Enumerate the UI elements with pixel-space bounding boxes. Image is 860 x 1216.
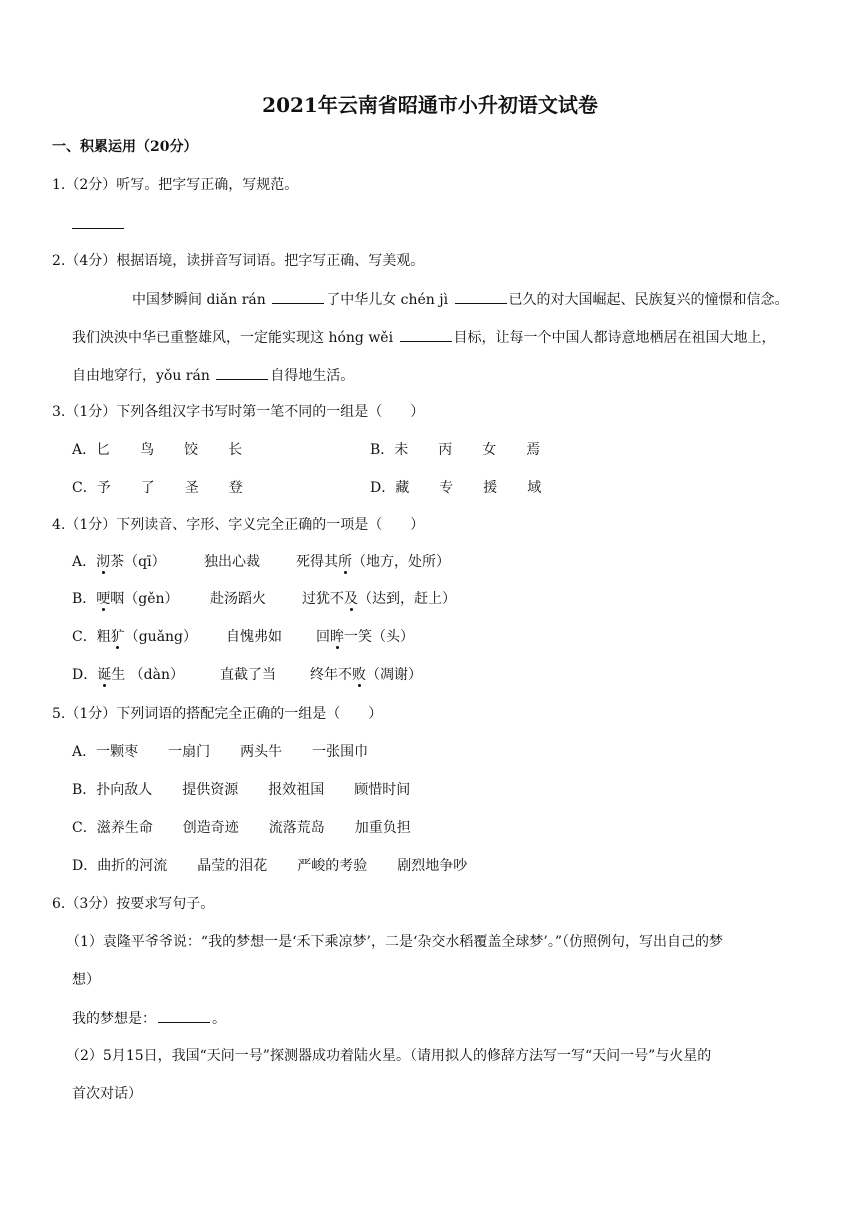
question-2-passage-line-1 — [132, 289, 789, 310]
option-phrase: 创造奇迹 — [182, 820, 239, 836]
option-phrase: 扑向敌人 — [96, 782, 153, 798]
option-char: 圣 — [184, 480, 199, 496]
option-phrase: 提供资源 — [182, 782, 239, 798]
word-part: （guǎng） — [124, 629, 198, 645]
option-char: 了 — [140, 480, 155, 496]
question-6: 6.（3分）按要求写句子。 — [52, 896, 215, 912]
question-2-passage-line-2 — [72, 327, 776, 348]
question-5: 5.（1分）下列词语的搭配完全正确的一组是（ ） — [52, 706, 383, 722]
dotted-char: 沏 — [96, 554, 111, 570]
question-6-part-1: （1）袁隆平爷爷说：“我的梦想一是‘禾下乘凉梦’，二是‘杂交水稻覆盖全球梦’。”（仿照例句，写出自己的梦 — [66, 934, 724, 950]
option-char: 鸟 — [140, 442, 155, 458]
dotted-char: 所 — [338, 554, 352, 570]
option-4a-word-3 — [296, 552, 450, 572]
option-char: 女 — [482, 442, 497, 458]
word-part: 茶（qī） — [110, 554, 166, 570]
option-letter: A． — [72, 554, 97, 570]
question-6-part-2: （2）5月15日，我国“天问一号”探测器成功着陆火星。（请用拟人的修辞方法写一写“天问一号”与火星的 — [66, 1048, 712, 1064]
question-2-passage-line-3 — [72, 365, 354, 386]
dotted-char: 犷 — [110, 629, 125, 645]
option-phrase: 一张围巾 — [312, 744, 369, 760]
word-part: 一笑（头） — [344, 629, 414, 645]
option-char: 专 — [439, 480, 454, 496]
word-part: 过犹不 — [302, 591, 344, 607]
answer-blank — [455, 289, 507, 304]
option-phrase: 滋养生命 — [96, 820, 153, 836]
option-4d-word-3 — [310, 665, 422, 685]
option-char: 长 — [228, 442, 243, 458]
option-4a — [72, 552, 166, 572]
passage-text: 目标，让每一个中国人都诗意地栖居在祖国大地上， — [453, 330, 776, 346]
option-3a — [72, 440, 242, 460]
option-5c — [72, 818, 411, 838]
option-phrase: 曲折的河流 — [97, 858, 168, 874]
option-letter: C． — [72, 480, 97, 496]
option-4a-word-2: 独出心裁 — [204, 554, 260, 570]
word-part: （地方，处所） — [352, 554, 450, 570]
dotted-char: 诞 — [97, 667, 112, 683]
option-char: 丙 — [438, 442, 453, 458]
option-char: 援 — [483, 480, 498, 496]
section-heading: 一、积累运用（20分） — [52, 139, 198, 155]
option-char: 藏 — [395, 480, 410, 496]
option-letter: B． — [72, 591, 97, 607]
option-letter: D． — [370, 480, 396, 496]
option-phrase: 一颗枣 — [96, 744, 139, 760]
passage-text: 中国梦瞬间 diǎn rán — [132, 292, 271, 308]
option-3d — [370, 478, 541, 498]
option-4d — [72, 665, 184, 685]
option-char: 域 — [527, 480, 542, 496]
question-3: 3.（1分）下列各组汉字书写时第一笔不同的一组是（ ） — [52, 404, 425, 420]
option-letter: B． — [370, 442, 395, 458]
answer-end: 。 — [212, 1011, 226, 1027]
option-char: 未 — [394, 442, 409, 458]
option-letter: A． — [72, 442, 97, 458]
option-char: 登 — [228, 480, 243, 496]
word-part: 粗 — [96, 629, 111, 645]
answer-blank-q1 — [72, 227, 124, 229]
word-part: 死得其 — [296, 554, 338, 570]
option-letter: C． — [72, 629, 97, 645]
option-phrase: 流落荒岛 — [268, 820, 325, 836]
passage-text: 了中华儿女 chén jì — [326, 292, 453, 308]
option-char: 予 — [96, 480, 111, 496]
question-6-part-2-cont: 首次对话） — [72, 1086, 142, 1102]
option-3b — [370, 440, 540, 460]
passage-text: 已久的对大国崛起、民族复兴的憧憬和信念。 — [508, 292, 789, 308]
option-phrase: 两头牛 — [240, 744, 283, 760]
answer-blank — [158, 1008, 210, 1023]
option-4b-word-3 — [302, 589, 456, 609]
question-6-part-1-cont: 想） — [72, 972, 100, 988]
option-phrase: 顾惜时间 — [354, 782, 411, 798]
option-char: 匕 — [96, 442, 111, 458]
option-phrase: 晶莹的泪花 — [197, 858, 268, 874]
option-phrase: 一扇门 — [168, 744, 211, 760]
question-1: 1.（2分）听写。把字写正确，写规范。 — [52, 177, 299, 193]
word-part: 生 （dàn） — [111, 667, 185, 683]
word-part: 咽（gěn） — [110, 591, 179, 607]
word-part: 终年不 — [310, 667, 352, 683]
option-phrase: 剧烈地争吵 — [397, 858, 468, 874]
option-5b — [72, 780, 410, 800]
option-5a — [72, 742, 368, 762]
option-char: 饺 — [184, 442, 199, 458]
option-letter: B． — [72, 782, 97, 798]
option-letter: D． — [72, 858, 98, 874]
word-part: （达到，赶上） — [358, 591, 456, 607]
option-letter: A． — [72, 744, 97, 760]
option-letter: D． — [72, 667, 98, 683]
question-2: 2.（4分）根据语境，读拼音写词语。把字写正确、写美观。 — [52, 253, 425, 269]
option-4b-word-2: 赴汤蹈火 — [210, 591, 266, 607]
option-letter: C． — [72, 820, 97, 836]
passage-text: 我们泱泱中华已重整雄风，一定能实现这 hóng wěi — [72, 330, 398, 346]
option-4b — [72, 589, 179, 609]
answer-prompt: 我的梦想是： — [72, 1011, 156, 1027]
word-part: 回 — [316, 629, 330, 645]
option-phrase: 严峻的考验 — [297, 858, 368, 874]
exam-title: 2021年云南省昭通市小升初语文试卷 — [262, 93, 598, 117]
word-part: （凋谢） — [366, 667, 422, 683]
dotted-char: 败 — [352, 667, 366, 683]
question-4: 4.（1分）下列读音、字形、字义完全正确的一项是（ ） — [52, 517, 425, 533]
question-6-answer-line — [72, 1008, 226, 1029]
option-5d — [72, 856, 467, 876]
option-4c-word-2: 自愧弗如 — [226, 629, 282, 645]
option-char: 焉 — [526, 442, 541, 458]
dotted-char: 及 — [344, 591, 358, 607]
option-4c-word-3 — [316, 627, 414, 647]
option-4d-word-2: 直截了当 — [220, 667, 276, 683]
option-phrase: 加重负担 — [354, 820, 411, 836]
dotted-char: 哽 — [96, 591, 111, 607]
answer-blank — [272, 289, 324, 304]
answer-blank — [400, 327, 452, 342]
dotted-char: 眸 — [330, 629, 344, 645]
option-3c — [72, 478, 243, 498]
passage-text: 自得地生活。 — [270, 368, 355, 384]
answer-blank — [216, 365, 268, 380]
passage-text: 自由地穿行，yǒu rán — [72, 368, 215, 384]
option-4c — [72, 627, 197, 647]
option-phrase: 报效祖国 — [268, 782, 325, 798]
